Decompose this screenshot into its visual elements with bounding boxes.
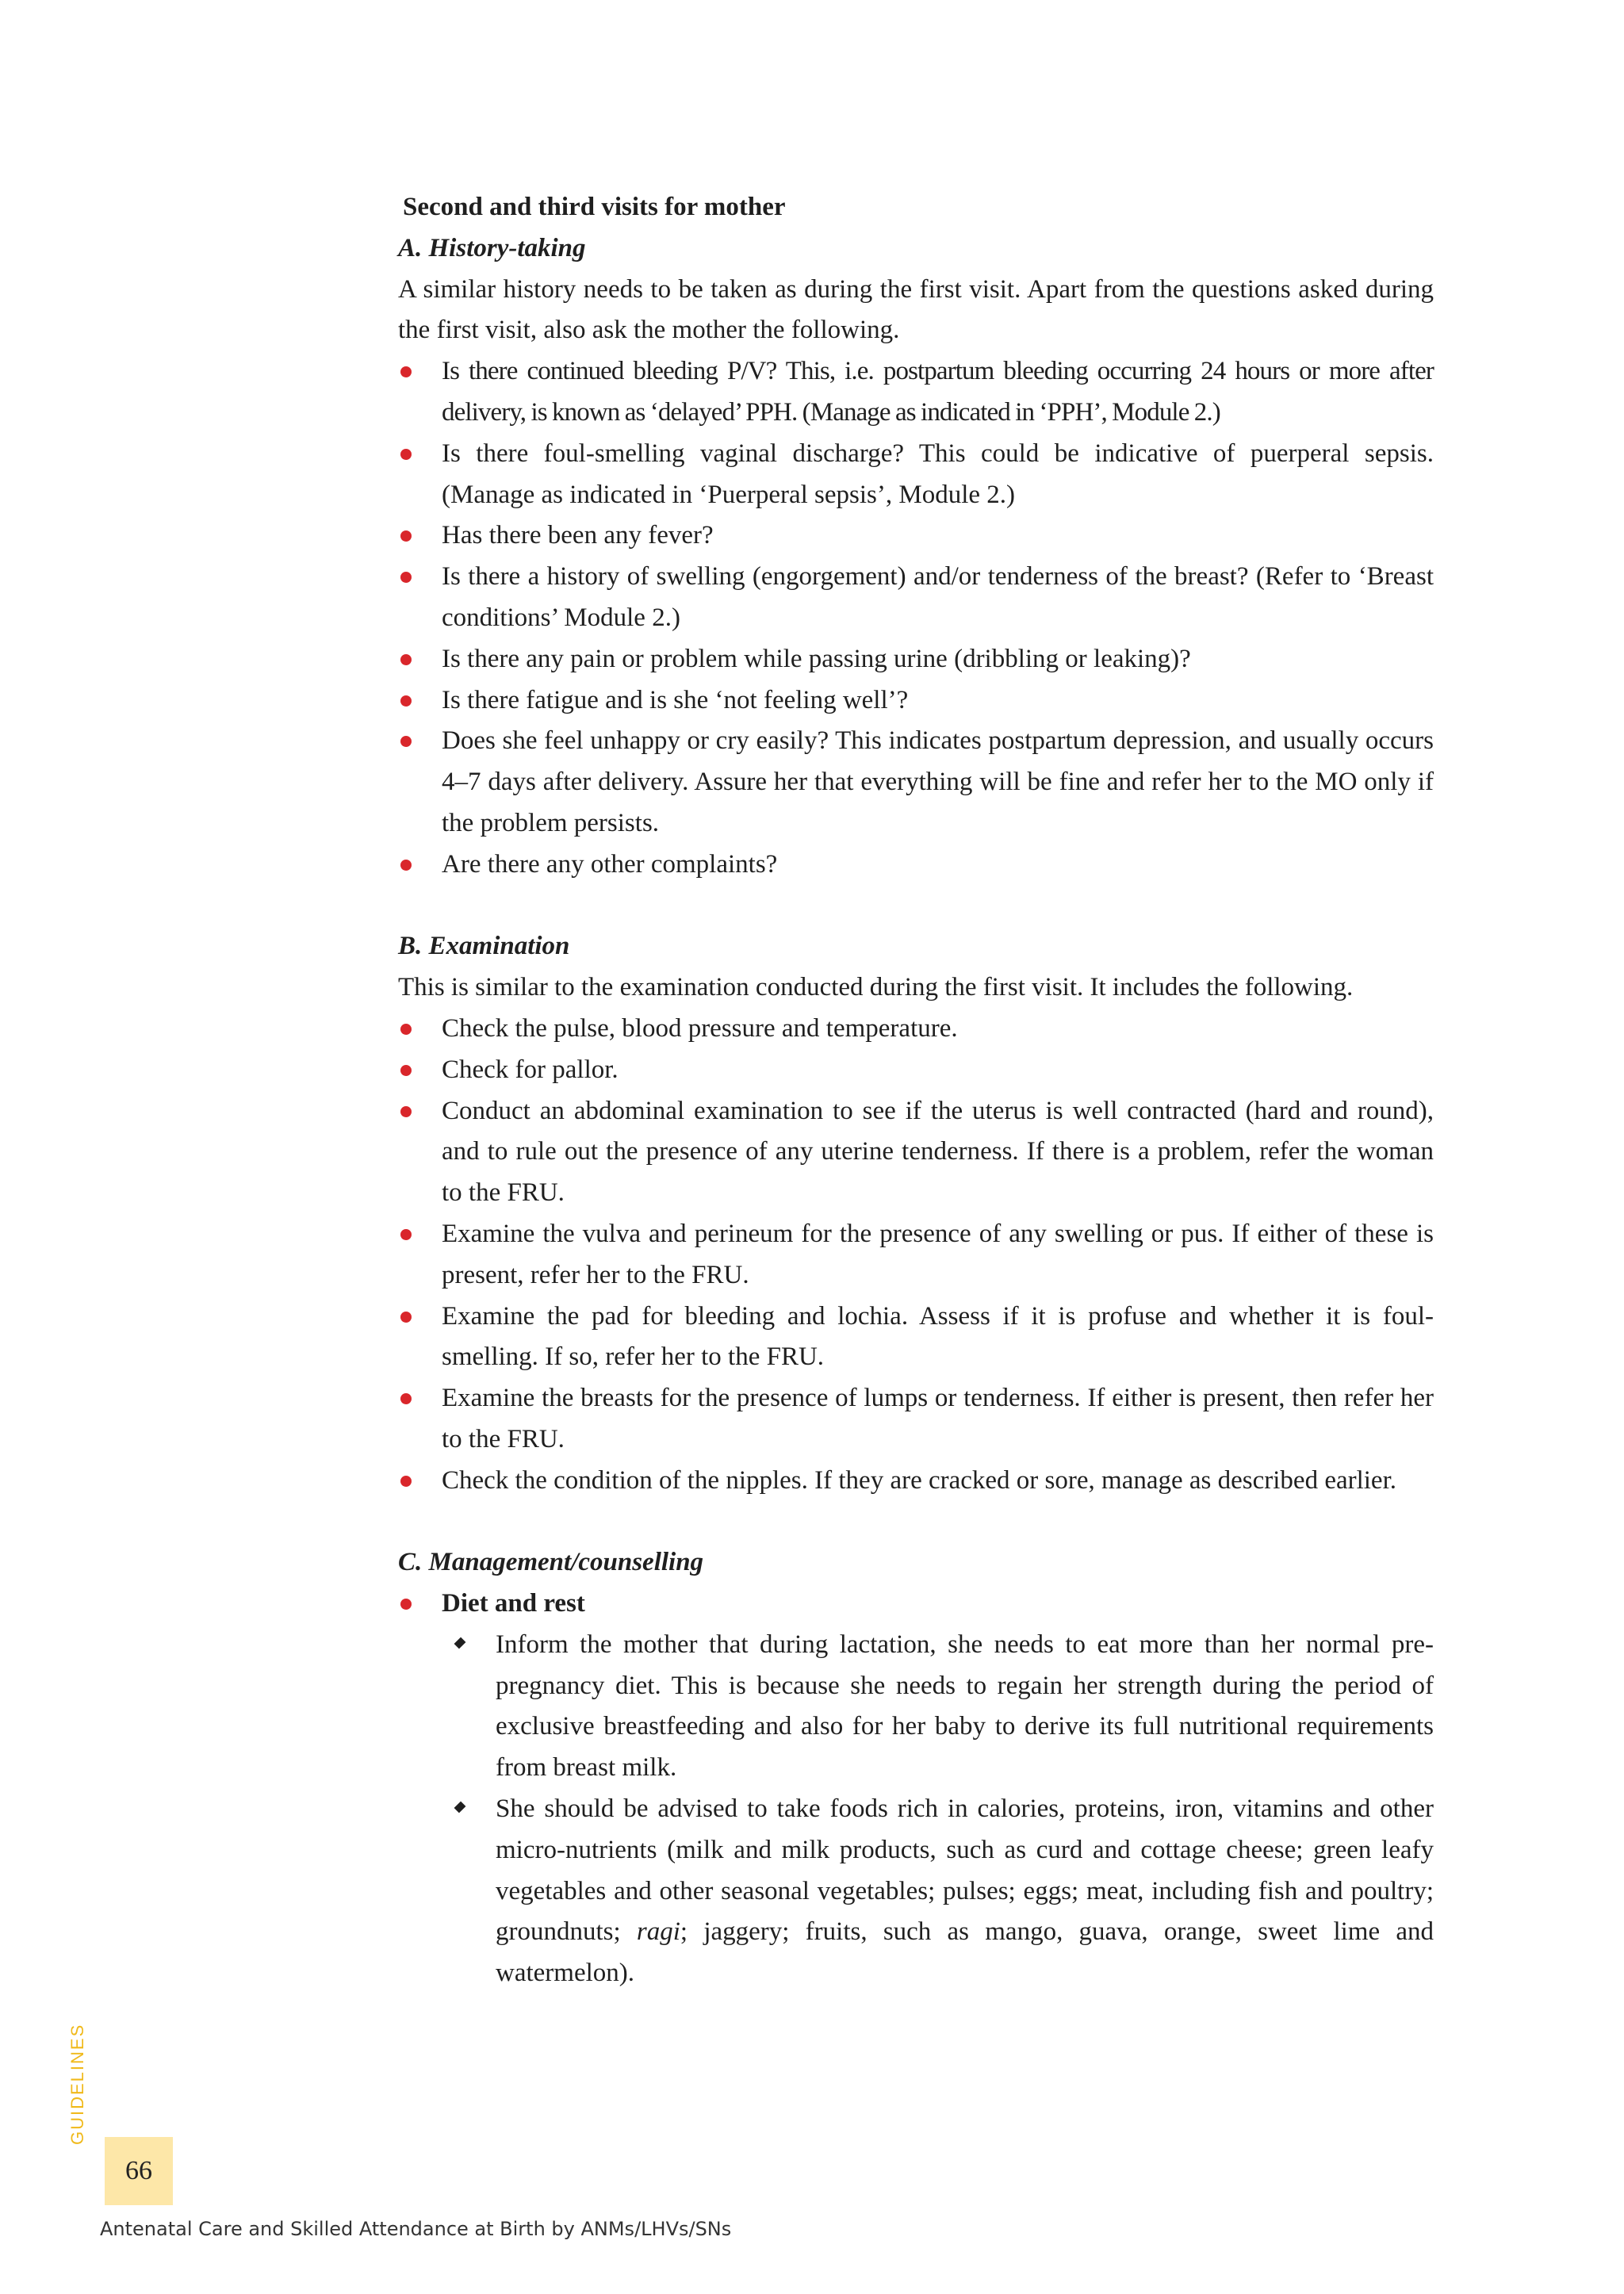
section-c-list	[398, 1584, 1434, 1994]
section-a-heading: A. History-taking	[398, 233, 586, 262]
footer-text: Antenatal Care and Skilled Attendance at Birth by ANMs/LHVs/SNs	[100, 2218, 732, 2240]
list-item: Does she feel unhappy or cry easily? This indicates postpartum depression, and usually occurs 4–7 days after delivery. Assure her that everything will be fine and refer her to the MO only if the problem persists.	[398, 721, 1434, 844]
list-item: Examine the pad for bleeding and lochia. Assess if it is profuse and whether it is foul-smelling. If so, refer her to the FRU.	[398, 1296, 1434, 1379]
list-item: Check the pulse, blood pressure and temperature.	[398, 1009, 1434, 1050]
section-b-list	[398, 1009, 1434, 1502]
page-number: 66	[105, 2137, 173, 2205]
page-title: Second and third visits for mother	[403, 193, 786, 221]
section-a-list	[398, 351, 1434, 885]
list-item: Is there foul-smelling vaginal discharge? This could be indicative of puerperal sepsis. (Manage as indicated in ‘Puerperal sepsis’, Module 2.)	[398, 434, 1434, 516]
sub-list-item	[442, 1789, 1434, 1994]
sub-list-item-text: She should be advised to take foods rich in calories, proteins, iron, vitamins and other micro-nutrients (milk and milk products, such as curd and cottage cheese; green leafy vegetables and other seasonal vegetables; pulses; eggs; meat, including fish and poultry; groundnuts;	[496, 1794, 1434, 1947]
spacer	[398, 886, 1434, 927]
list-item: Is there continued bleeding P/V? This, i.e. postpartum bleeding occurring 24 hours or more after delivery, is known as ‘delayed’ PPH. (Manage as indicated in ‘PPH’, Module 2.)	[398, 351, 1434, 434]
page-content	[398, 187, 1434, 1994]
diet-rest-list	[442, 1625, 1434, 1994]
section-b-heading: B. Examination	[398, 932, 570, 961]
list-item: Is there a history of swelling (engorgement) and/or tenderness of the breast? (Refer to ‘Breast conditions’ Module 2.)	[398, 557, 1434, 639]
list-item: Check for pallor.	[398, 1050, 1434, 1091]
sub-list-item-italic: ragi	[636, 1917, 680, 1947]
list-item: Examine the breasts for the presence of lumps or tenderness. If either is present, then refer her to the FRU.	[398, 1378, 1434, 1461]
list-item: Has there been any fever?	[398, 515, 1434, 557]
sub-list-item-text: ; jaggery; fruits, such as mango, guava, orange, sweet lime and watermelon).	[496, 1917, 1434, 1988]
sub-list-item: Inform the mother that during lactation, she needs to eat more than her normal pre-pregnancy diet. This is because she needs to regain her strength during the period of exclusive breastfeeding and also for her baby to derive its full nutritional requirements from breast milk.	[442, 1625, 1434, 1789]
list-item: Conduct an abdominal examination to see if the uterus is well contracted (hard and round), and to rule out the presence of any uterine tenderness. If there is a problem, refer the woman to the FRU.	[398, 1091, 1434, 1214]
sidebar-label: GUIDELINES	[67, 2023, 87, 2145]
list-item: Are there any other complaints?	[398, 844, 1434, 886]
list-item: Check the condition of the nipples. If they are cracked or sore, manage as described earlier.	[398, 1461, 1434, 1502]
spacer	[398, 1502, 1434, 1543]
list-item: Examine the vulva and perineum for the presence of any swelling or pus. If either of these is present, refer her to the FRU.	[398, 1214, 1434, 1296]
list-item: Is there fatigue and is she ‘not feeling well’?	[398, 680, 1434, 722]
list-item	[398, 1584, 1434, 1994]
diet-rest-subheading: Diet and rest	[442, 1589, 585, 1618]
section-b-intro: This is similar to the examination conducted during the first visit. It includes the following.	[398, 973, 1354, 1002]
section-c-heading: C. Management/counselling	[398, 1548, 704, 1577]
section-a-intro: A similar history needs to be taken as during the first visit. Apart from the questions asked during the first visit, also ask the mother the following.	[398, 274, 1434, 345]
list-item: Is there any pain or problem while passing urine (dribbling or leaking)?	[398, 639, 1434, 680]
